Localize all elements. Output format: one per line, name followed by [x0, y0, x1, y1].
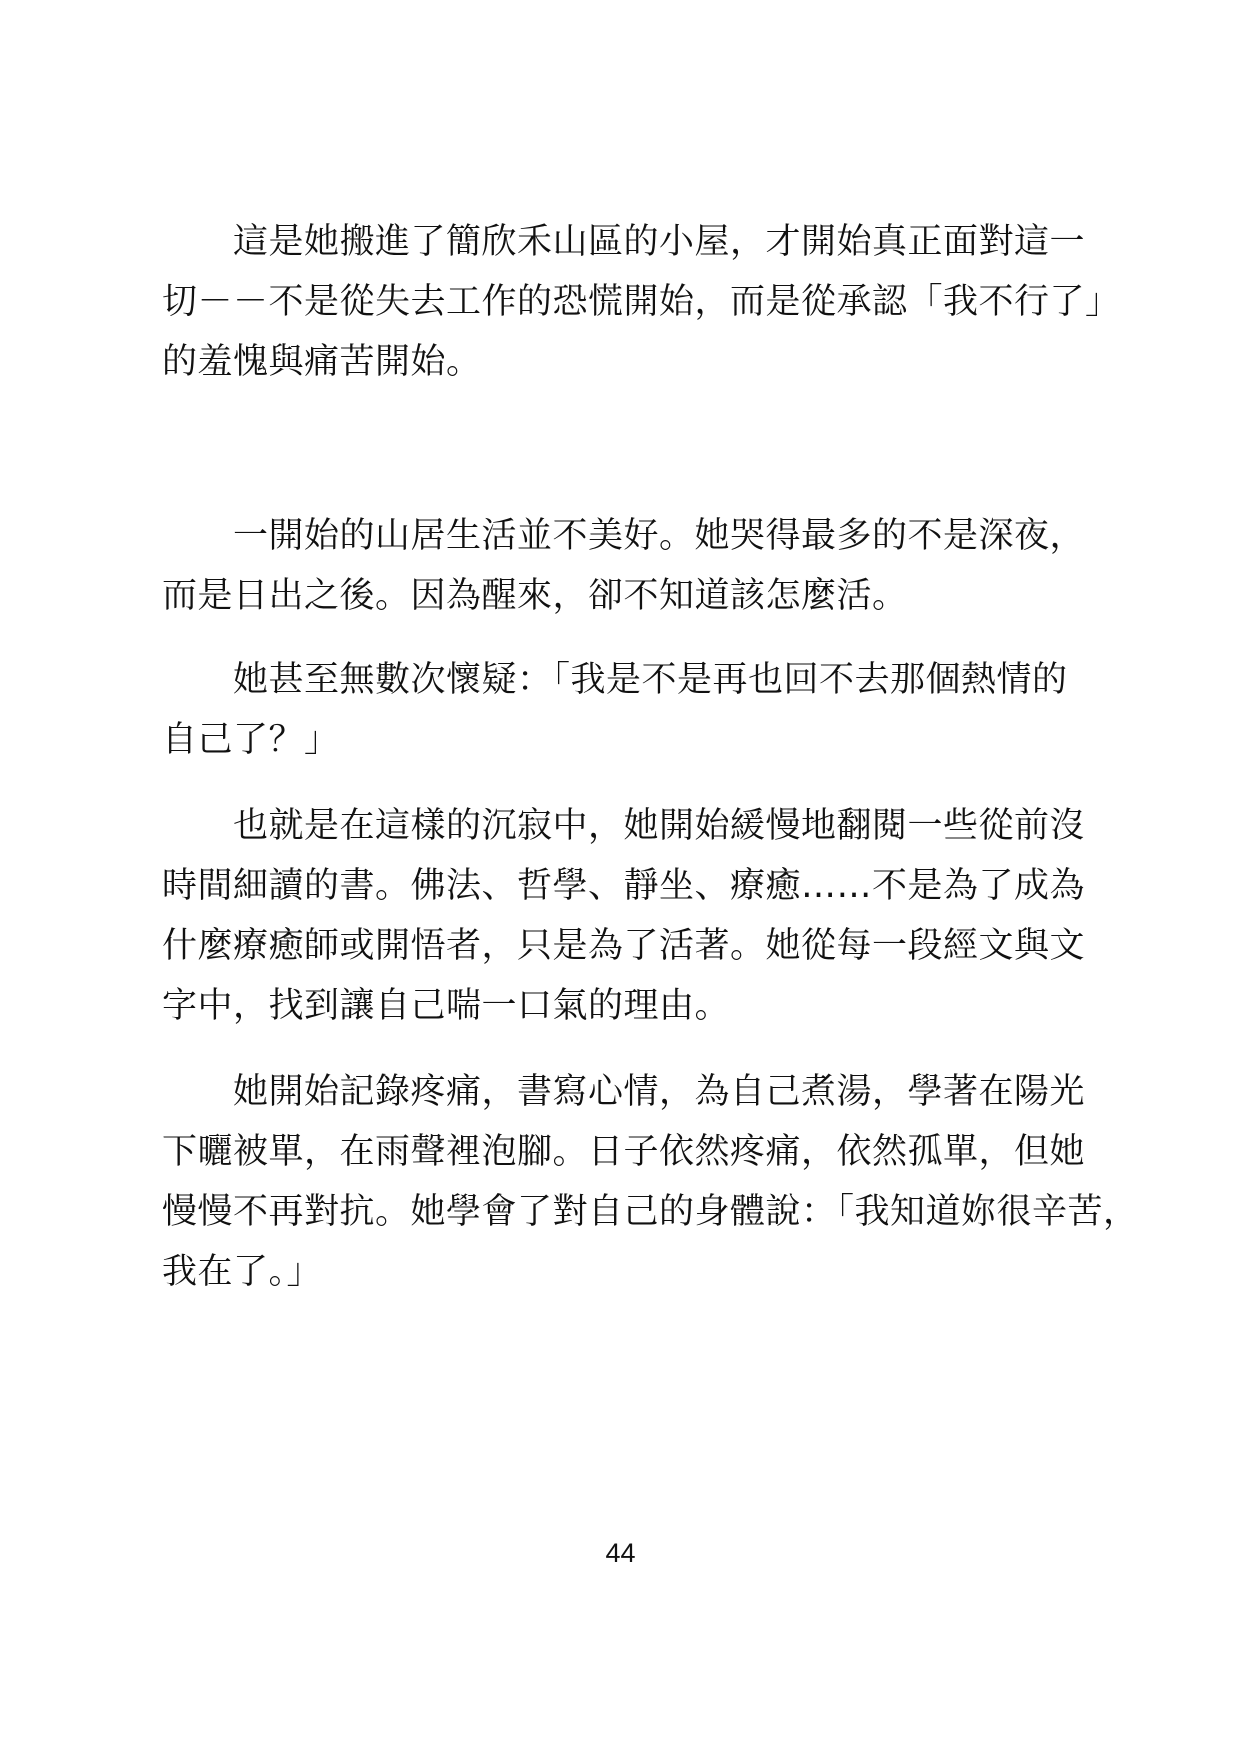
text-line: 字中，找到讓自己喘一口氣的理由。 — [162, 986, 731, 1026]
text-line: 而是日出之後。因為醒來，卻不知道該怎麼活。 — [162, 576, 908, 616]
text-line: 切－－不是從失去工作的恐慌開始，而是從承認「我不行了」 — [162, 282, 1121, 322]
text-line: 她甚至無數次懷疑：「我是不是再也回不去那個熱情的 — [162, 660, 1068, 700]
text-line: 時間細讀的書。佛法、哲學、靜坐、療癒……不是為了成為 — [162, 866, 1086, 906]
text-line: 她開始記錄疼痛，書寫心情，為自己煮湯，學著在陽光 — [162, 1072, 1086, 1112]
text-line: 我在了。」 — [162, 1252, 323, 1292]
text-line: 什麼療癒師或開悟者，只是為了活著。她從每一段經文與文 — [162, 926, 1086, 966]
text-line: 一開始的山居生活並不美好。她哭得最多的不是深夜， — [162, 516, 1086, 556]
page-number: 44 — [605, 1538, 636, 1568]
text-line: 的羞愧與痛苦開始。 — [162, 342, 482, 382]
text-line: 這是她搬進了簡欣禾山區的小屋，才開始真正面對這一 — [162, 222, 1086, 262]
text-line: 慢慢不再對抗。她學會了對自己的身體說：「我知道妳很辛苦， — [162, 1192, 1139, 1232]
text-line: 自己了？」 — [162, 720, 340, 760]
text-line: 下曬被單，在雨聲裡泡腳。日子依然疼痛，依然孤單，但她 — [162, 1132, 1086, 1172]
text-line: 也就是在這樣的沉寂中，她開始緩慢地翻閱一些從前沒 — [162, 806, 1086, 846]
